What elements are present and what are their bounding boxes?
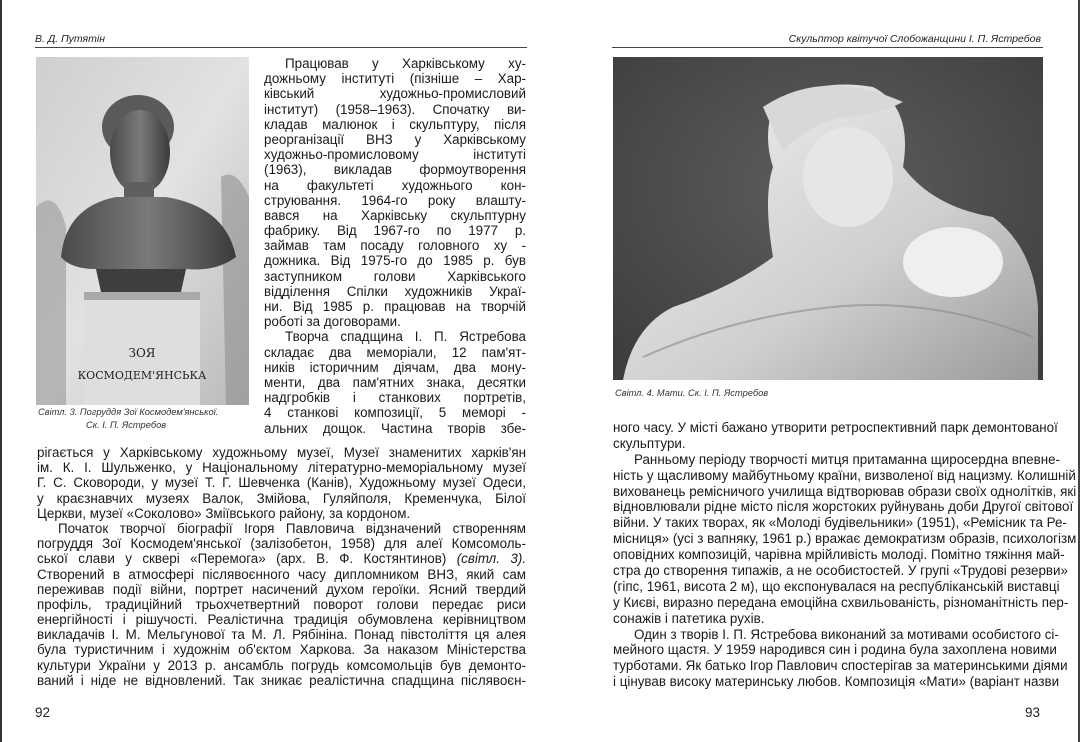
figure-4-mother-sculpture-photo <box>613 57 1043 380</box>
text-line: (1963), викладав формоутворення <box>264 162 526 178</box>
text-line: культури України у 2013 р. ансамбль погрудь комсомольців був демонто- <box>37 657 526 673</box>
text-line: мейного щастя. У 1959 народився син і родина була захоплена новими <box>613 642 1057 658</box>
figure-3-caption-line: Світл. 3. Погруддя Зої Космодем'янської. <box>38 407 219 417</box>
text-line: фабрику. Від 1967-го по 1977 р. <box>264 223 526 239</box>
text-line: профіль, традиційний трьохчетвертний поворот голови передає риси <box>37 596 526 612</box>
text-line: ваний і ніде не відновлений. Так зникає реалістична спадщина післявоєн- <box>37 672 526 688</box>
text-line: і цінував високу материнську любов. Композиція «Мати» (варіант назви <box>613 674 1060 690</box>
text-line: (гіпс, 1961, висота 2 м), що експонувалася на республіканській виставці <box>613 578 1060 594</box>
svg-text:КОСМОДЕМ'ЯНСЬКА: КОСМОДЕМ'ЯНСЬКА <box>77 369 207 382</box>
mother-sculpture-image <box>613 57 1043 380</box>
text-line: рігається у Харківському художньому музеї, Музеї знаменитих харків'ян <box>37 445 526 460</box>
text-line: Працював у Харківському ху- <box>285 56 526 71</box>
text-line: Церкви, музеї «Соколово» Зміївського району, за кордоном. <box>37 505 411 521</box>
running-head-title: Скульптор квітучої Слобожанщини І. П. Ястребов <box>788 33 1041 45</box>
page-93 <box>540 0 1080 742</box>
text-line: на факультеті художнього кон- <box>264 177 526 193</box>
text-line: дожньому інституті (пізніше – Хар- <box>264 71 526 87</box>
header-rule <box>612 47 1043 48</box>
text-line: Початок творчої біографії Ігоря Павловича відзначений створенням <box>58 520 526 536</box>
text-line: викладачів І. М. Мельгунової та М. Л. Рябініна. Понад півстоліття ця алея <box>37 627 526 643</box>
text-line: Творча спадщина І. П. Ястребова <box>285 329 526 345</box>
text-line: струювання. 1964-го року влашту- <box>264 192 526 208</box>
text-line: енергійності і рішучості. Реалістична традиція обумовлена керівництвом <box>37 612 526 628</box>
text-line: була туристичним і художнім об'єктом Харкова. За наказом Міністерства <box>37 642 526 658</box>
text-line: оповідних композицій, чарівна мрійливість молоді. Помітно тяжіння май- <box>613 547 1065 563</box>
text-line: Один з творів І. П. Ястребова виконаний за мотивами особистого сі- <box>634 626 1059 642</box>
text-line <box>37 551 526 566</box>
text-line: заступником голови Харківського <box>264 268 526 284</box>
text-line: ківський художньо-промисловий <box>264 86 526 102</box>
figure-4-caption: Світл. 4. Мати. Ск. І. П. Ястребов <box>615 388 769 398</box>
figure-reference: (світл. 3). <box>456 551 526 567</box>
text-line: роботі за договорами. <box>264 314 401 330</box>
text-line: 4 станкові композиції, 5 меморі - <box>264 405 526 421</box>
page-number-right: 93 <box>1024 705 1040 720</box>
text-line: Г. С. Сковороди, у музеї Т. Г. Шевченка (Канів), Художньому музеї Одеси, <box>37 475 526 491</box>
text-line: у Києві, виразно передана емоційна схвильованість, різноманітність пер- <box>613 594 1069 610</box>
text-line: надгробків і станкових портретів, <box>264 390 526 406</box>
text-line: сонажів і патетика рухів. <box>613 610 765 626</box>
running-head-author: В. Д. Путятін <box>35 33 106 45</box>
figure-3-caption <box>38 406 253 431</box>
text-line: кладав малюнок і скульптуру, після <box>264 116 526 132</box>
text-line: стра до створення типажів, а не особистостей. У групі «Трудові резерви» <box>613 563 1068 579</box>
page-number-left: 92 <box>35 705 51 720</box>
text-line: війни. У таких творах, як «Молоді будівельники» (1951), «Ремісник та Ре- <box>613 515 1067 531</box>
text-line: реорганізації ВНЗ у Харківському <box>264 131 526 147</box>
text-line: ників історичним діячам, два мону- <box>264 359 526 375</box>
header-rule <box>35 47 527 48</box>
text-line: займав там посаду головного ху - <box>264 238 526 254</box>
svg-text:ЗОЯ: ЗОЯ <box>128 346 156 360</box>
text-line: інститут) (1958–1963). Спочатку ви- <box>264 101 526 117</box>
text-line: вихованець ремісничого училища відтворював образи своїх однолітків, які <box>613 483 1077 499</box>
text-line: ім. К. І. Шульженко, у Національному літературно-меморіальному музеї <box>37 460 526 476</box>
text-line: складає два меморіали, 12 пам'ят- <box>264 344 526 360</box>
text-line: ність у щасливому майбутньому країни, визволеної від нацизму. Колишній <box>613 467 1076 483</box>
text-line: Ранньому періоду творчості митця притаманна щиросердна впевне- <box>634 451 1061 467</box>
text-line: турботами. Як батько Ігор Павлович спостерігав за материнськими діями <box>613 658 1068 674</box>
text-line: місниця» (усі з вапняку, 1961 р.) вражає демократизм образів, психологізм <box>613 531 1077 547</box>
text-segment: ської слави у сквері «Перемога» (арх. В. Ф. Костянтинов) <box>37 551 457 567</box>
right-page-text <box>613 420 1077 690</box>
text-line: альних дощок. Частина творів збе- <box>264 420 526 436</box>
text-line: дожника. Від 1975-го до 1985 р. був <box>264 253 526 269</box>
left-full-width-text <box>37 445 526 688</box>
text-line: переживав події війни, портрет насичений духом героїки. Ясний твердий <box>37 581 526 597</box>
text-line: художньо-промисловому інституті <box>264 147 526 163</box>
text-line: відділення Спілки художників Украї- <box>264 283 526 299</box>
text-line: ни. Від 1985 р. працював на творчій <box>264 299 526 314</box>
figure-3-bust-photo <box>36 57 249 405</box>
text-line: менти, два пам'ятних знака, десятки <box>264 374 526 390</box>
text-line: погруддя Зої Космодем'янської (залізобетон, 1958) для алеї Комсомоль- <box>37 536 526 552</box>
text-line: Створений в атмосфері післявоєнного часу дипломником ВНЗ, який сам <box>37 566 526 582</box>
figure-3-caption-credit: Ск. І. П. Ястребов <box>86 419 167 430</box>
text-line: скульптури. <box>613 435 686 451</box>
text-line: ного часу. У місті бажано утворити ретроспективний парк демонтованої <box>613 420 1058 435</box>
text-line: вався на Харківську скульптурну <box>264 207 526 223</box>
left-column-text <box>264 56 526 436</box>
text-line: у краєзнавчих музеях Валок, Змійова, Гуляйполя, Кременчука, Білої <box>37 490 526 506</box>
text-line: відновлювали рідне місто після жорстоких руйнувань доби Другої світової <box>613 499 1074 515</box>
bust-photo-image <box>36 57 249 405</box>
